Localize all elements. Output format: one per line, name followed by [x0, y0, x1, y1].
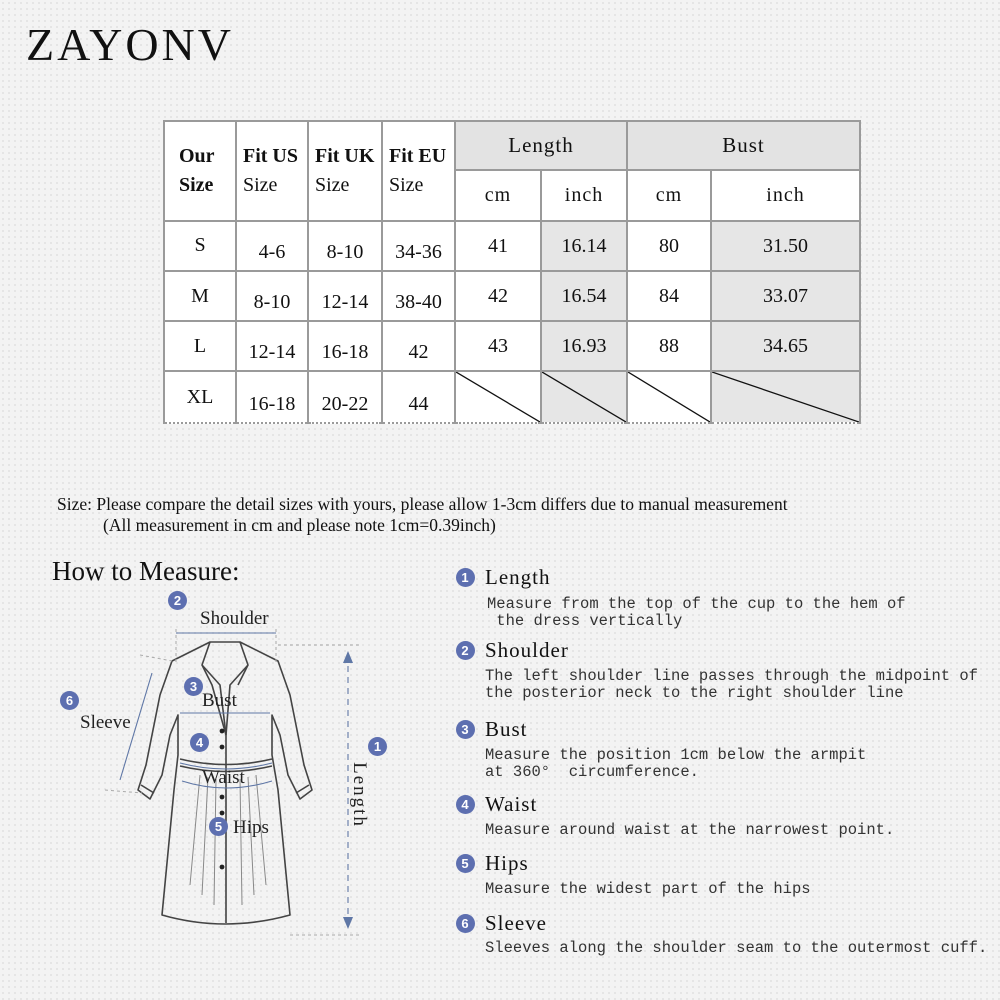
- item-title: Waist: [485, 792, 538, 816]
- item-desc-line2: the dress vertically: [487, 612, 683, 630]
- table-header-row: [164, 121, 860, 170]
- label-hips: Hips: [233, 817, 269, 838]
- number-badge: 2: [456, 641, 475, 660]
- table-row: [164, 321, 860, 371]
- item-desc-line1: Sleeves along the shoulder seam to the outermost cuff.: [485, 939, 988, 957]
- label-waist: Waist: [202, 767, 245, 788]
- cell-length-cm: 42: [455, 271, 541, 321]
- subheader-length-cm: cm: [455, 170, 541, 221]
- label-length: Length: [348, 762, 370, 828]
- measure-item-sleeve: [456, 911, 987, 957]
- cell-us: 12-14: [236, 321, 308, 371]
- item-desc-line1: Measure the widest part of the hips: [485, 880, 811, 898]
- cell-length-inch: 16.14: [541, 221, 627, 271]
- table-row: [164, 221, 860, 271]
- item-desc-line2: the posterior neck to the right shoulder line: [485, 684, 904, 702]
- size-note-line2: (All measurement in cm and please note 1cm=0.39inch): [103, 515, 496, 535]
- label-sleeve: Sleeve: [80, 712, 131, 733]
- cell-length-cm: 41: [455, 221, 541, 271]
- cell-size: M: [164, 271, 236, 321]
- subheader-length-inch: inch: [541, 170, 627, 221]
- cell-size: XL: [164, 371, 236, 423]
- label-bust: Bust: [202, 690, 237, 711]
- badge-4: 4: [190, 733, 209, 752]
- number-badge: 1: [456, 568, 475, 587]
- item-desc-line1: The left shoulder line passes through the midpoint of: [485, 667, 978, 685]
- item-title: Shoulder: [485, 638, 569, 662]
- item-desc-line1: Measure around waist at the narrowest point.: [485, 821, 895, 839]
- cell-us: 4-6: [236, 221, 308, 271]
- cell-empty-diagonal: [711, 371, 860, 423]
- badge-3: 3: [184, 677, 203, 696]
- cell-bust-cm: 80: [627, 221, 711, 271]
- cell-length-inch: 16.93: [541, 321, 627, 371]
- cell-size: S: [164, 221, 236, 271]
- size-note-line1: Size: Please compare the detail sizes with yours, please allow 1-3cm differs due to manual measurement: [57, 494, 788, 514]
- badge-6: 6: [60, 691, 79, 710]
- table-row: [164, 271, 860, 321]
- measure-item-waist: [456, 792, 894, 839]
- cell-bust-cm: 88: [627, 321, 711, 371]
- cell-uk: 20-22: [308, 371, 382, 423]
- header-length: Length: [455, 121, 627, 170]
- badge-5: 5: [209, 817, 228, 836]
- cell-bust-inch: 34.65: [711, 321, 860, 371]
- cell-empty-diagonal: [541, 371, 627, 423]
- header-fit-uk: Fit UK Size: [308, 121, 382, 221]
- cell-bust-inch: 33.07: [711, 271, 860, 321]
- item-desc-line2: at 360° circumference.: [485, 763, 699, 781]
- number-badge: 6: [456, 914, 475, 933]
- cell-bust-cm: 84: [627, 271, 711, 321]
- cell-us: 16-18: [236, 371, 308, 423]
- item-desc-line1: Measure from the top of the cup to the hem of: [487, 595, 906, 613]
- cell-empty-diagonal: [627, 371, 711, 423]
- header-fit-eu: Fit EU Size: [382, 121, 455, 221]
- item-desc-line1: Measure the position 1cm below the armpit: [485, 746, 867, 764]
- measure-item-hips: [456, 851, 811, 898]
- size-chart-table: [163, 120, 861, 424]
- measure-item-bust: [456, 717, 866, 781]
- number-badge: 3: [456, 720, 475, 739]
- header-fit-us: Fit US Size: [236, 121, 308, 221]
- measure-item-shoulder: [456, 638, 978, 702]
- number-badge: 5: [456, 854, 475, 873]
- badge-2: 2: [168, 591, 187, 610]
- subheader-bust-inch: inch: [711, 170, 860, 221]
- cell-uk: 12-14: [308, 271, 382, 321]
- subheader-bust-cm: cm: [627, 170, 711, 221]
- cell-eu: 42: [382, 321, 455, 371]
- header-our-size: Our Size: [164, 121, 236, 221]
- table-row: [164, 371, 860, 423]
- label-shoulder: Shoulder: [200, 608, 269, 629]
- brand-logo: ZAYONV: [26, 19, 234, 70]
- cell-eu: 38-40: [382, 271, 455, 321]
- badge-1: 1: [368, 737, 387, 756]
- cell-empty-diagonal: [455, 371, 541, 423]
- cell-uk: 8-10: [308, 221, 382, 271]
- cell-bust-inch: 31.50: [711, 221, 860, 271]
- cell-length-cm: 43: [455, 321, 541, 371]
- cell-length-inch: 16.54: [541, 271, 627, 321]
- cell-eu: 34-36: [382, 221, 455, 271]
- header-bust: Bust: [627, 121, 860, 170]
- cell-size: L: [164, 321, 236, 371]
- number-badge: 4: [456, 795, 475, 814]
- item-title: Sleeve: [485, 911, 547, 935]
- size-note: [57, 494, 987, 536]
- cell-us: 8-10: [236, 271, 308, 321]
- how-to-measure-title: How to Measure:: [52, 556, 240, 586]
- item-title: Length: [485, 565, 551, 589]
- cell-eu: 44: [382, 371, 455, 423]
- measure-item-length: [456, 565, 906, 630]
- cell-uk: 16-18: [308, 321, 382, 371]
- item-title: Hips: [485, 851, 529, 875]
- item-title: Bust: [485, 717, 528, 741]
